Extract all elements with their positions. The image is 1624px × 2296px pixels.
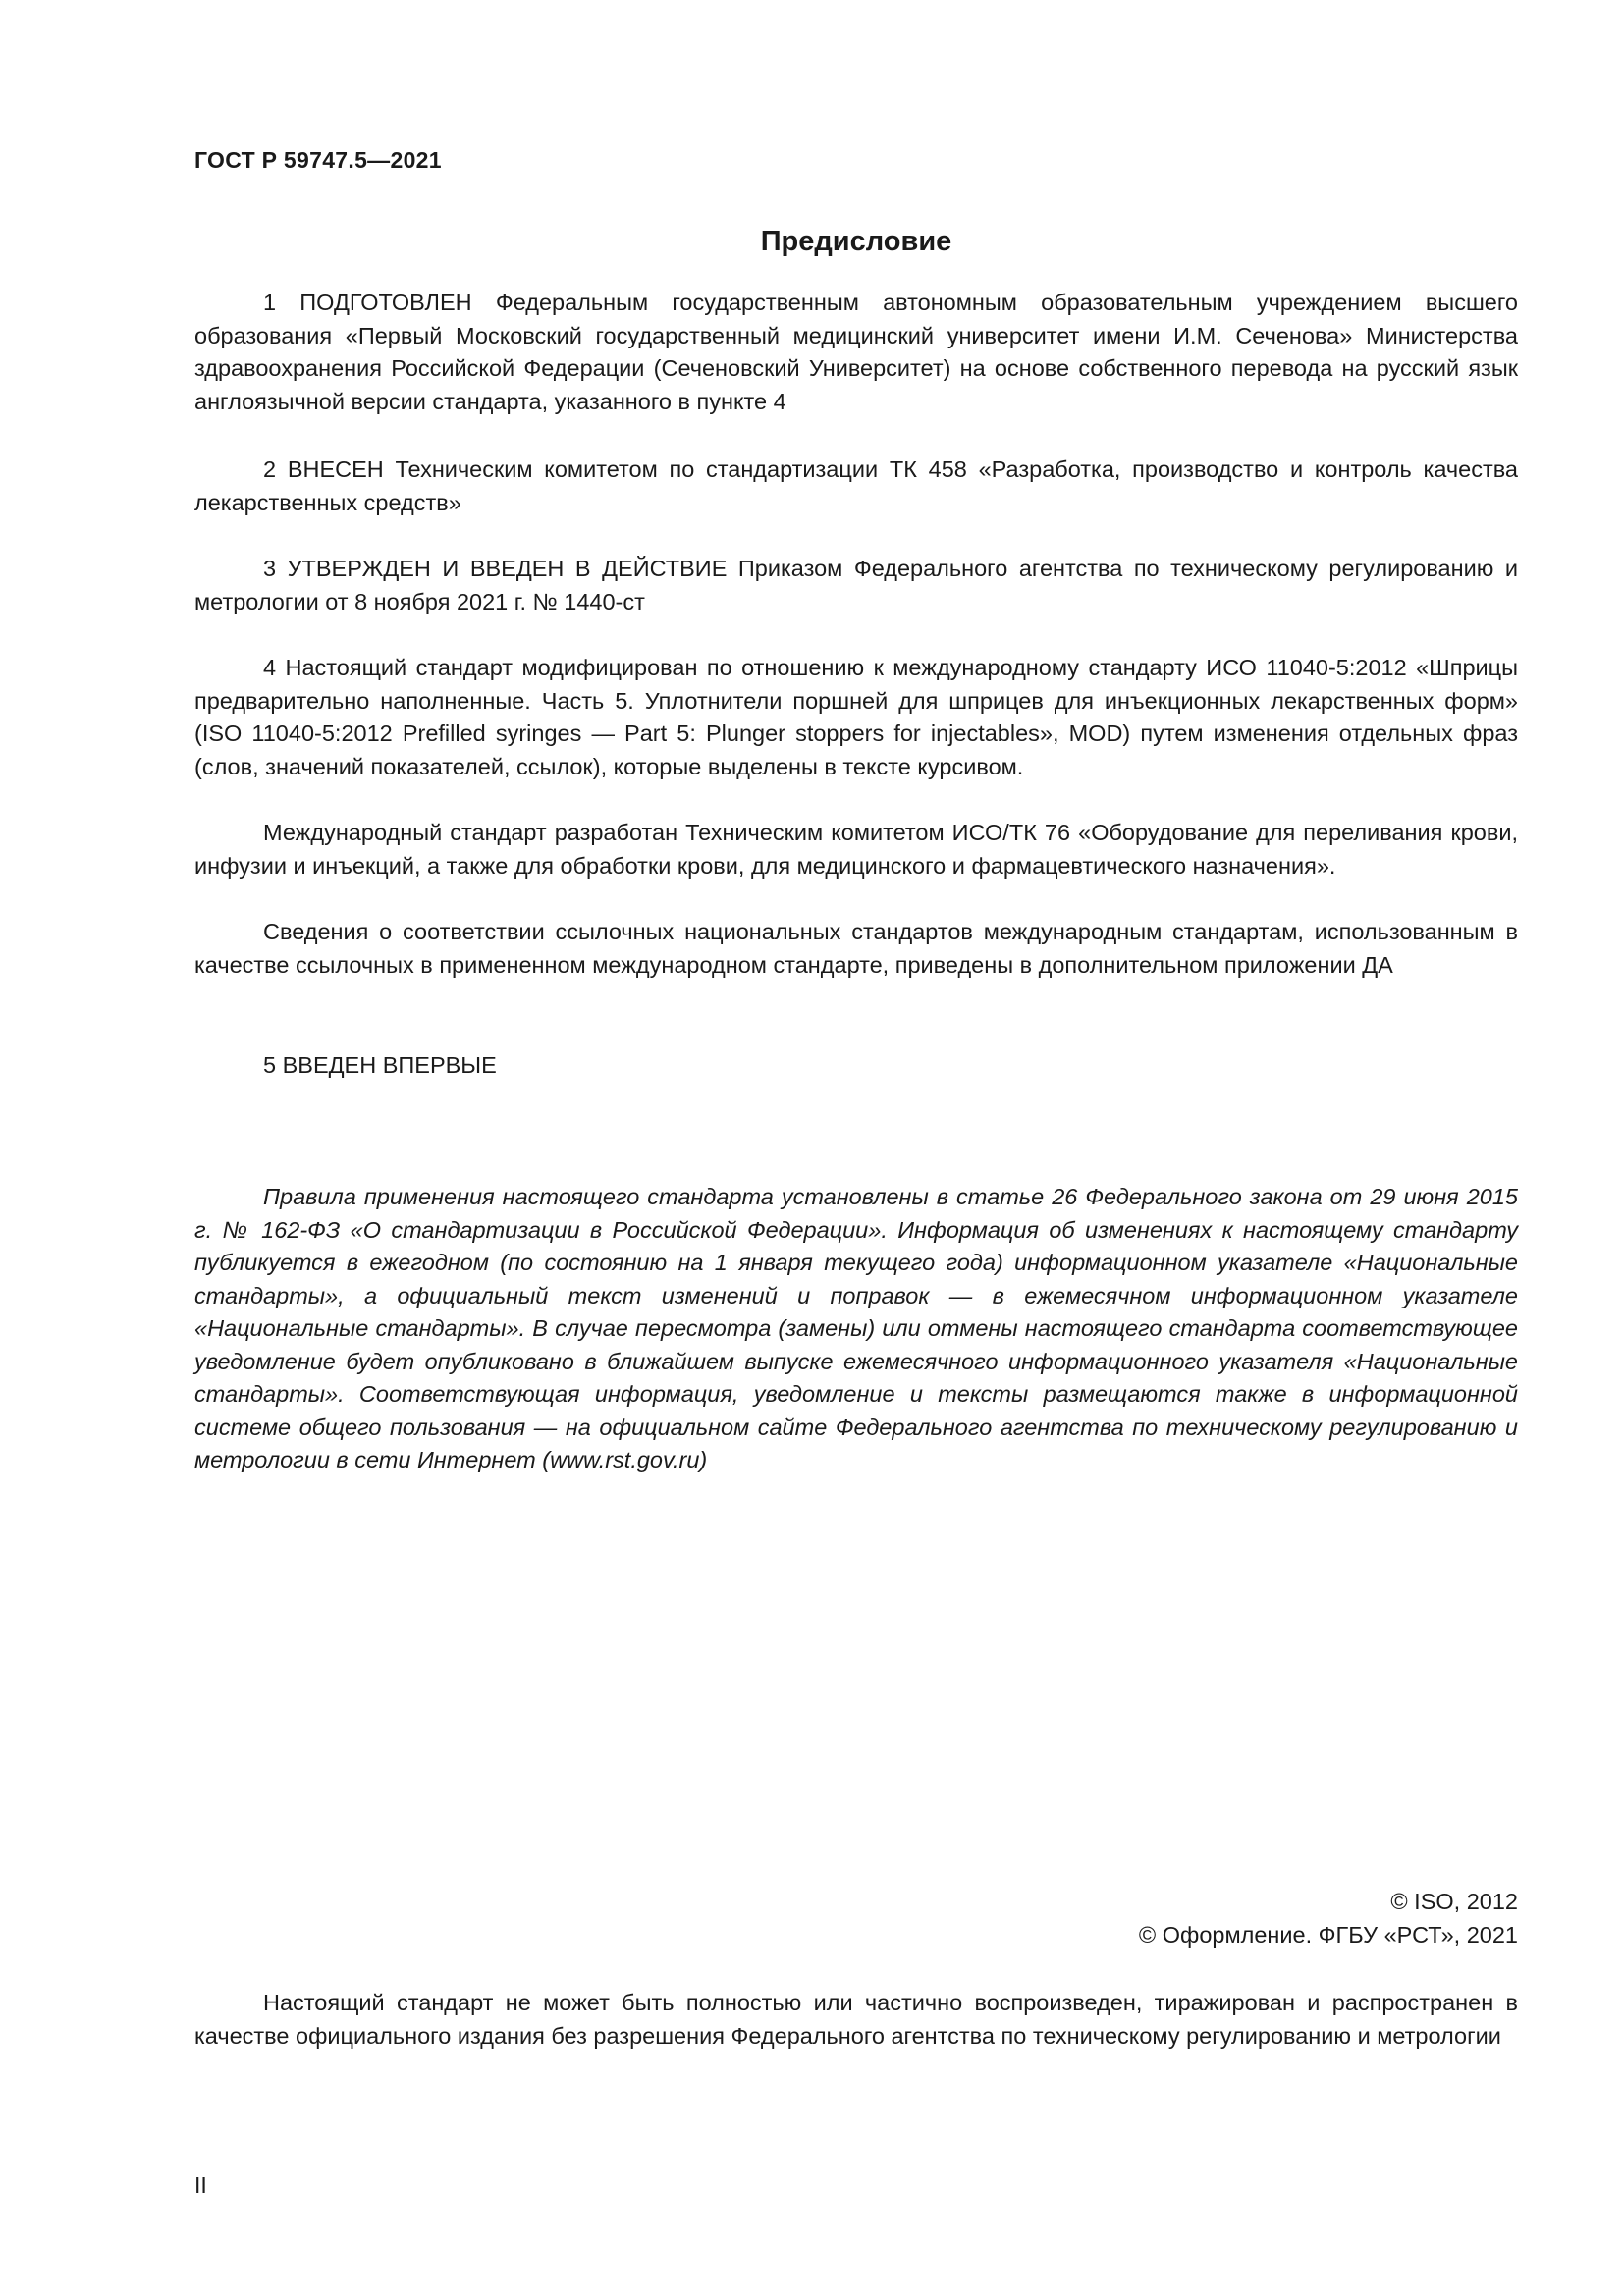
paragraph-reproduction-notice: Настоящий стандарт не может быть полностью или частично воспроизведен, тиражирован и распространен в качестве официального издания без разрешения Федерального агентства по техническому регулированию и метрологии [194,1990,1518,2049]
paragraph-modified: 4 Настоящий стандарт модифицирован по отношению к международному стандарту ИСО 11040-5:2012 «Шприцы предварительно наполненные. Часть 5. Уплотнители поршней для шприцев для инъекционных лекарственных форм» (ISO 11040-5:2012 Prefilled syringes — Part 5: Plunger stoppers for injectables», MOD) путем изменения отдельных фраз (слов, значений показателей, ссылок), которые выделены в тексте курсивом. [194,655,1518,779]
document-id: ГОСТ Р 59747.5—2021 [194,147,442,173]
copyright-design: © Оформление. ФГБУ «РСТ», 2021 [1138,1922,1518,1948]
paragraph-introduced: 5 ВВЕДЕН ВПЕРВЫЕ [263,1052,497,1078]
paragraph-application-rules: Правила применения настоящего стандарта установлены в статье 26 Федерального закона от 29 июня 2015 г. № 162-ФЗ «О стандартизации в Российской Федерации». Информация об изменениях к настоящему стандарту публикуется в ежегодном (по состоянию на 1 января текущего года) информационном указателе «Национальные стандарты», а официальный текст изменений и поправок — в ежемесячном информационном указателе «Национальные стандарты». В случае пересмотра (замены) или отмены настоящего стандарта соответствующее уведомление будет опубликовано в ближайшем выпуске ежемесячного информационного указателя «Национальные стандарты». Соответствующая информация, уведомление и тексты размещаются также в информационной системе общего пользования — на официальном сайте Федерального агентства по техническому регулированию и метрологии в сети Интернет (www.rst.gov.ru) [194,1184,1518,1472]
paragraph-international-standard: Международный стандарт разработан Техническим комитетом ИСО/ТК 76 «Оборудование для переливания крови, инфузии и инъекций, а также для обработки крови, для медицинского и фармацевтического назначения». [194,820,1518,879]
copyright-iso: © ISO, 2012 [1390,1889,1518,1914]
paragraph-submitted: 2 ВНЕСЕН Техническим комитетом по стандартизации ТК 458 «Разработка, производство и контроль качества лекарственных средств» [194,456,1518,515]
paragraph-prepared: 1 ПОДГОТОВЛЕН Федеральным государственным автономным образовательным учреждением высшего образования «Первый Московский государственный медицинский университет имени И.М. Сеченова» Министерства здравоохранения Российской Федерации (Сеченовский Университет) на основе собственного перевода на русский язык англоязычной версии стандарта, указанного в пункте 4 [194,290,1518,414]
page-number: II [194,2172,207,2198]
copyright-block [194,1885,1518,1951]
paragraph-approved: 3 УТВЕРЖДЕН И ВВЕДЕН В ДЕЙСТВИЕ Приказом Федерального агентства по техническому регулированию и метрологии от 8 ноября 2021 г. № 1440-ст [194,556,1518,614]
page-title: Предисловие [760,226,952,257]
paragraph-references: Сведения о соответствии ссылочных национальных стандартов международным стандартам, использованным в качестве ссылочных в примененном международном стандарте, приведены в дополнительном приложении ДА [194,919,1518,978]
